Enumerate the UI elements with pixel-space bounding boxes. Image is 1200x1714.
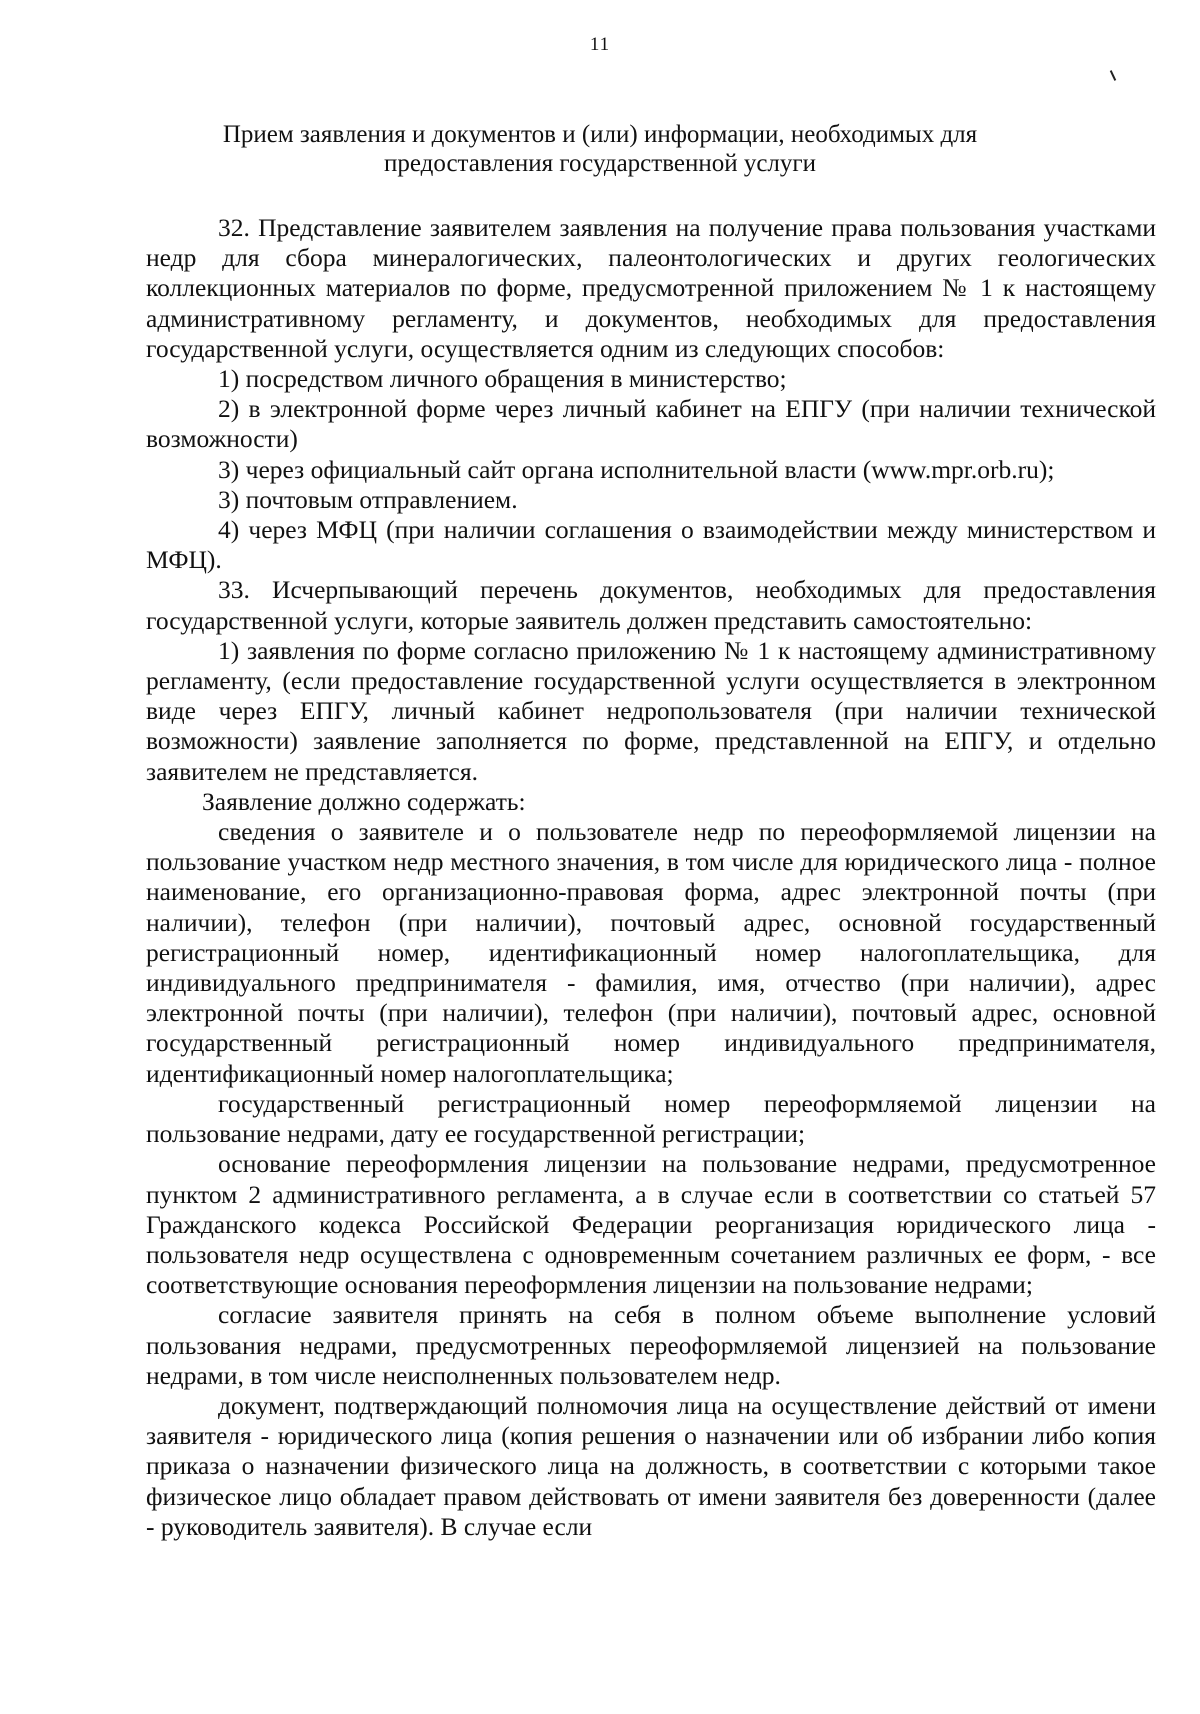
license-number-paragraph: государственный регистрационный номер переоформляемой лицензии на пользование недрами, дату ее государственной регистрации; (146, 1088, 1156, 1149)
scan-mark (1110, 70, 1116, 81)
method-item-4: 4) через МФЦ (при наличии соглашения о взаимодействии между министерством и МФЦ). (146, 515, 1156, 575)
authority-document-paragraph: документ, подтверждающий полномочия лица на осуществление действий от имени заявителя - юридического лица (копия решения о назначении или об избрании либо копия приказа о назначении физического лица на должность, в соответствии с которыми такое физическое лицо обладает правом действовать от имени заявителя без доверенности (далее - руководитель заявителя). В случае если (146, 1390, 1156, 1541)
document-item-1: 1) заявления по форме согласно приложению № 1 к настоящему административному регламенту, (если предоставление государственной услуги осуществляется в электронном виде через ЕПГУ, личный кабинет недропользователя (при наличии технической возможности) заявление заполняется по форме, представленной на ЕПГУ, и отдельно заявителем не представляется. (146, 635, 1156, 786)
section-title (150, 120, 1050, 178)
paragraph-33: 33. Исчерпывающий перечень документов, необходимых для предоставления государственной услуги, которые заявитель должен представить самостоятельно: (146, 575, 1156, 635)
consent-paragraph: согласие заявителя принять на себя в полном объеме выполнение условий пользования недрами, предусмотренных переоформляемой лицензией на пользование недрами, в том числе неисполненных пользователем недр. (146, 1300, 1156, 1390)
reissue-basis-paragraph: основание переоформления лицензии на пользование недрами, предусмотренное пунктом 2 административного регламента, а в случае если в соответствии со статьей 57 Гражданского кодекса Российской Федерации реорганизация юридического лица - пользователя недр осуществлена с одновременным сочетанием различных ее форм, - все соответствующие основания переоформления лицензии на пользование недрами; (146, 1149, 1156, 1300)
method-item-1: 1) посредством личного обращения в министерство; (218, 364, 787, 394)
application-contents-heading: Заявление должно содержать: (202, 786, 526, 816)
applicant-info-paragraph: сведения о заявителе и о пользователе недр по переоформляемой лицензии на пользование участком недр местного значения, в том числе для юридического лица - полное наименование, его организационно-правовая форма, адрес электронной почты (при наличии), телефон (при наличии), почтовый адрес, основной государственный регистрационный номер, идентификационный номер налогоплательщика, для индивидуального предпринимателя - фамилия, имя, отчество (при наличии), адрес электронной почты (при наличии), телефон (при наличии), почтовый адрес, основной государственный регистрационный номер индивидуального предпринимателя, идентификационный номер налогоплательщика; (146, 817, 1156, 1088)
method-item-2: 2) в электронной форме через личный кабинет на ЕПГУ (при наличии технической возможности) (146, 394, 1156, 454)
page-number: 11 (589, 34, 611, 55)
paragraph-32: 32. Представление заявителем заявления на получение права пользования участками недр для сбора минералогических, палеонтологических и других геологических коллекционных материалов по форме, предусмотренной приложением № 1 к настоящему административному регламенту, и документов, необходимых для предоставления государственной услуги, осуществляется одним из следующих способов: (146, 213, 1156, 363)
section-title-line-2: предоставления государственной услуги (383, 150, 817, 177)
method-item-3: 3) через официальный сайт органа исполнительной власти (www.mpr.orb.ru); (218, 454, 1055, 484)
section-title-line-1: Прием заявления и документов и (или) информации, необходимых для (222, 121, 978, 148)
document-body (146, 213, 1156, 1542)
method-item-3b: 3) почтовым отправлением. (218, 484, 518, 514)
